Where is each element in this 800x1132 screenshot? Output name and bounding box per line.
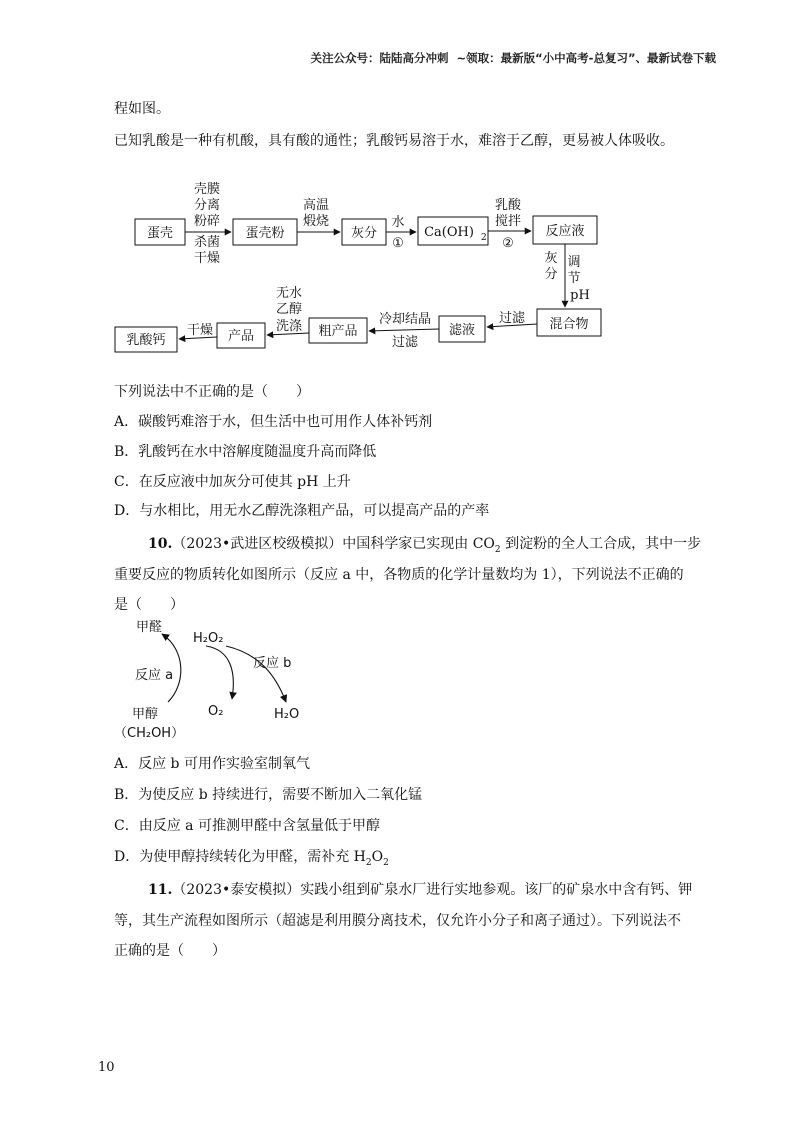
q10-option-d-o: O [371, 849, 384, 865]
q10-option-b: B．为使反应 b 持续进行，需要不断加入二氧化锰 [114, 787, 423, 803]
step-label: 调 [567, 255, 581, 270]
h2o-label: H₂O [274, 707, 300, 722]
box-text: 蛋壳粉 [245, 226, 285, 241]
step-label: 洗涤 [275, 319, 303, 334]
box-text: 混合物 [549, 317, 589, 332]
arc-b-left [206, 646, 233, 699]
q11-line2: 等，其生产流程如图所示（超滤是利用膜分离技术，仅允许小分子和离子通过）。下列说法不 [114, 913, 681, 929]
box-text: 蛋壳 [146, 226, 174, 241]
q10-cycle-diagram [114, 619, 299, 741]
arc-b-right [226, 646, 286, 702]
step-label: 分离 [193, 198, 221, 213]
step-label: 过滤 [391, 335, 419, 350]
box-text: Ca(OH) [424, 225, 474, 240]
q10-line1-text: （2023•武进区校级模拟）中国科学家已实现由 CO [172, 536, 495, 552]
box-text: 产品 [227, 329, 255, 344]
step-label: 杀菌 [193, 235, 221, 250]
q9-option-a: A．碳酸钙难溶于水，但生活中也可用作人体补钙剂 [114, 414, 433, 430]
step-label: 冷却结晶 [378, 312, 432, 327]
box-text: 粗产品 [318, 324, 358, 339]
q11-line3: 正确的是（ ） [114, 943, 226, 959]
box-text: 灰分 [350, 226, 378, 241]
step-label: 灰 [544, 251, 558, 266]
step-label: 乙醇 [275, 302, 303, 317]
q10-option-a: A．反应 b 可用作实验室制氧气 [114, 756, 310, 772]
q10-option-d [114, 846, 389, 868]
box-text-sub: 2 [481, 233, 487, 243]
arrow-7 [369, 329, 439, 331]
step-label: ① [392, 236, 404, 251]
methanol-label: 甲醇 [132, 707, 159, 722]
step-label: 粉碎 [193, 214, 221, 229]
step-label: 分 [544, 267, 558, 282]
box-text: 反应液 [545, 224, 585, 239]
q10-line2: 重要反应的物质转化如图所示（反应 a 中，各物质的化学计量数均为 1），下列说法不正确的 [114, 567, 684, 583]
q9-stem: 下列说法中不正确的是（ ） [114, 384, 310, 400]
step-label: 节 [567, 271, 581, 286]
step-label: 高温 [302, 198, 330, 213]
q11-line1-text: （2023•泰安模拟）实践小组到矿泉水厂进行实地参观。该厂的矿泉水中含有钙、钾 [172, 882, 693, 898]
q9-tail: 程如图。 [114, 101, 170, 117]
sub: 2 [383, 857, 389, 868]
step-label: ② [502, 236, 514, 251]
q10-line1 [148, 533, 701, 555]
q9-option-c: C．在反应液中加灰分可使其 pH 上升 [114, 474, 351, 490]
step-label: 无水 [275, 286, 303, 301]
q10-number: 10. [148, 536, 173, 552]
step-label: 煅烧 [302, 214, 330, 229]
step-label: 壳膜 [193, 182, 221, 197]
o2-label: O₂ [208, 704, 224, 719]
q10-sub: 2 [494, 544, 501, 555]
q10-line1-rest: 到淀粉的全人工合成，其中一步 [500, 536, 702, 552]
page-number: 10 [98, 1060, 115, 1075]
q9-known: 已知乳酸是一种有机酸，具有酸的通性；乳酸钙易溶于水，难溶于乙醇，更易被人体吸收。 [114, 133, 674, 149]
q11-line1 [148, 879, 692, 899]
q10-line3: 是（ ） [114, 597, 184, 613]
h2o2-label: H₂O₂ [193, 631, 224, 646]
step-label: 乳酸 [494, 198, 522, 213]
step-label: 水 [391, 215, 405, 230]
reaction-b-label: 反应 b [253, 656, 292, 671]
q9-option-b: B．乳酸钙在水中溶解度随温度升高而降低 [114, 444, 377, 460]
q11-number: 11. [148, 882, 173, 898]
formaldehyde-label: 甲醛 [136, 620, 163, 635]
q10-option-c: C．由反应 a 可推测甲醛中含氢量低于甲醇 [114, 818, 380, 834]
q10-option-d-text: D．为使甲醇持续转化为甲醛，需补充 H [114, 849, 366, 865]
sub: 2 [365, 857, 372, 868]
reaction-a-label: 反应 a [135, 668, 174, 683]
q9-option-d: D．与水相比，用无水乙醇洗涤粗产品，可以提高产品的产率 [114, 503, 490, 519]
step-label: 干燥 [186, 323, 214, 338]
step-label: 搅拌 [494, 214, 522, 229]
step-label: 过滤 [498, 311, 526, 326]
methanol-formula: （CH₂OH） [114, 726, 185, 741]
page-header: 关注公众号：陆陆高分冲刺 ~领取：最新版“小中高考-总复习”、最新试卷下载 [310, 51, 716, 65]
step-label: 干燥 [193, 251, 221, 266]
box-text: 乳酸钙 [126, 333, 166, 348]
box-text: 滤液 [448, 323, 476, 338]
step-label: pH [570, 288, 590, 303]
